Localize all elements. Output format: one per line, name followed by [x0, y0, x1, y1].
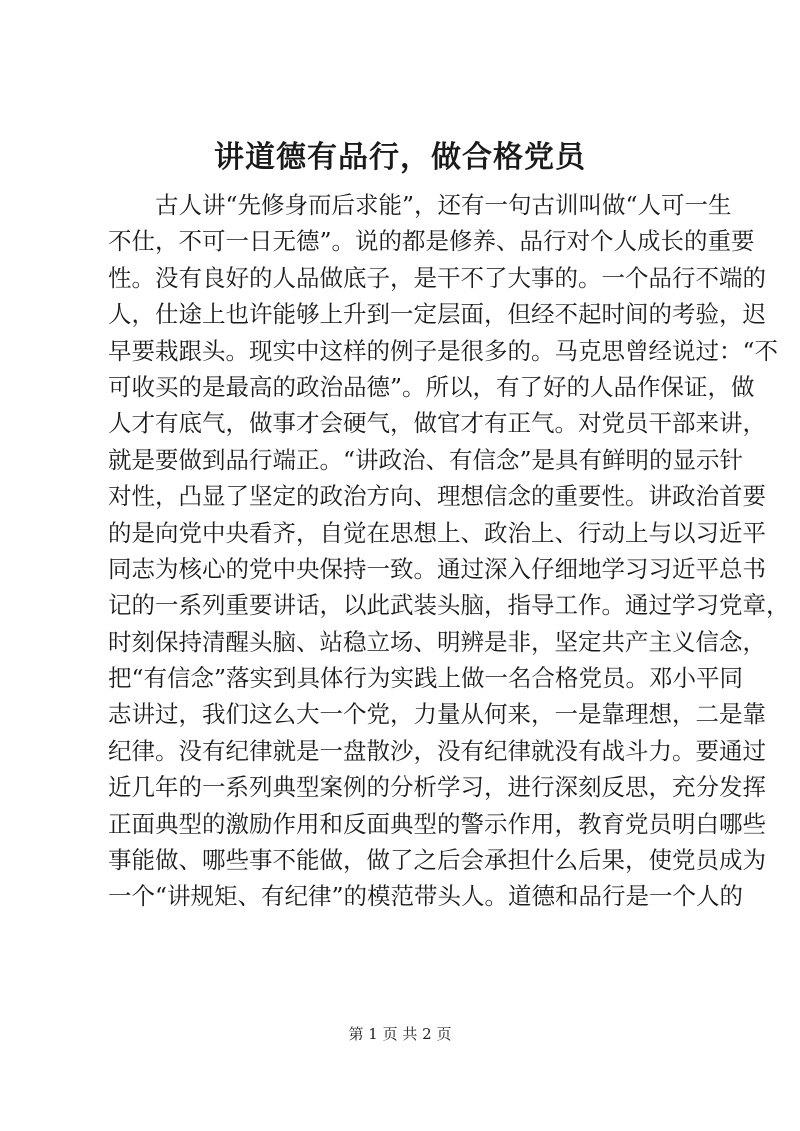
body-line: 正面典型的激励作用和反面典型的警示作用，教育党员明白哪些 — [108, 809, 766, 838]
body-line: 志讲过，我们这么大一个党，力量从何来，一是靠理想，二是靠 — [108, 700, 766, 729]
body-line: 时刻保持清醒头脑、站稳立场、明辨是非，坚定共产主义信念， — [108, 627, 766, 656]
body-line: 的是向党中央看齐，自觉在思想上、政治上、行动上与以习近平 — [108, 518, 766, 547]
body-line: 对性，凸显了坚定的政治方向、理想信念的重要性。讲政治首要 — [108, 482, 766, 511]
body-line: 古人讲“先修身而后求能”，还有一句古训叫做“人可一生 — [155, 191, 732, 219]
body-line: 纪律。没有纪律就是一盘散沙，没有纪律就没有战斗力。要通过 — [108, 736, 766, 765]
body-line: 可收买的是最高的政治品德”。所以，有了好的人品作保证，做 — [108, 372, 755, 401]
body-paragraph — [108, 187, 790, 915]
body-line: 人才有底气，做事才会硬气，做官才有正气。对党员干部来讲， — [108, 409, 766, 438]
page-number-footer: 第 1 页 共 2 页 — [348, 1025, 452, 1043]
body-line: 人，仕途上也许能够上升到一定层面，但经不起时间的考验，迟 — [108, 300, 766, 329]
body-line: 把“有信念”落实到具体行为实践上做一名合格党员。邓小平同 — [108, 664, 744, 693]
document-title: 讲道德有品行，做合格党员 — [214, 140, 586, 175]
body-line: 同志为核心的党中央保持一致。通过深入仔细地学习习近平总书 — [108, 554, 766, 583]
body-line: 性。没有良好的人品做底子，是干不了大事的。一个品行不端的 — [108, 263, 766, 292]
body-line: 记的一系列重要讲话，以此武装头脑，指导工作。通过学习党章， — [108, 591, 790, 620]
body-line: 不仕，不可一日无德”。说的都是修养、品行对个人成长的重要 — [108, 227, 755, 256]
body-line: 近几年的一系列典型案例的分析学习，进行深刻反思，充分发挥 — [108, 773, 766, 802]
body-line: 就是要做到品行端正。“讲政治、有信念”是具有鲜明的显示针 — [108, 445, 744, 474]
body-line: 事能做、哪些事不能做，做了之后会承担什么后果，使党员成为 — [108, 846, 766, 875]
body-line: 一个“讲规矩、有纪律”的模范带头人。道德和品行是一个人的 — [108, 882, 744, 911]
body-line: 早要栽跟头。现实中这样的例子是很多的。马克思曾经说过：“不 — [108, 336, 779, 365]
